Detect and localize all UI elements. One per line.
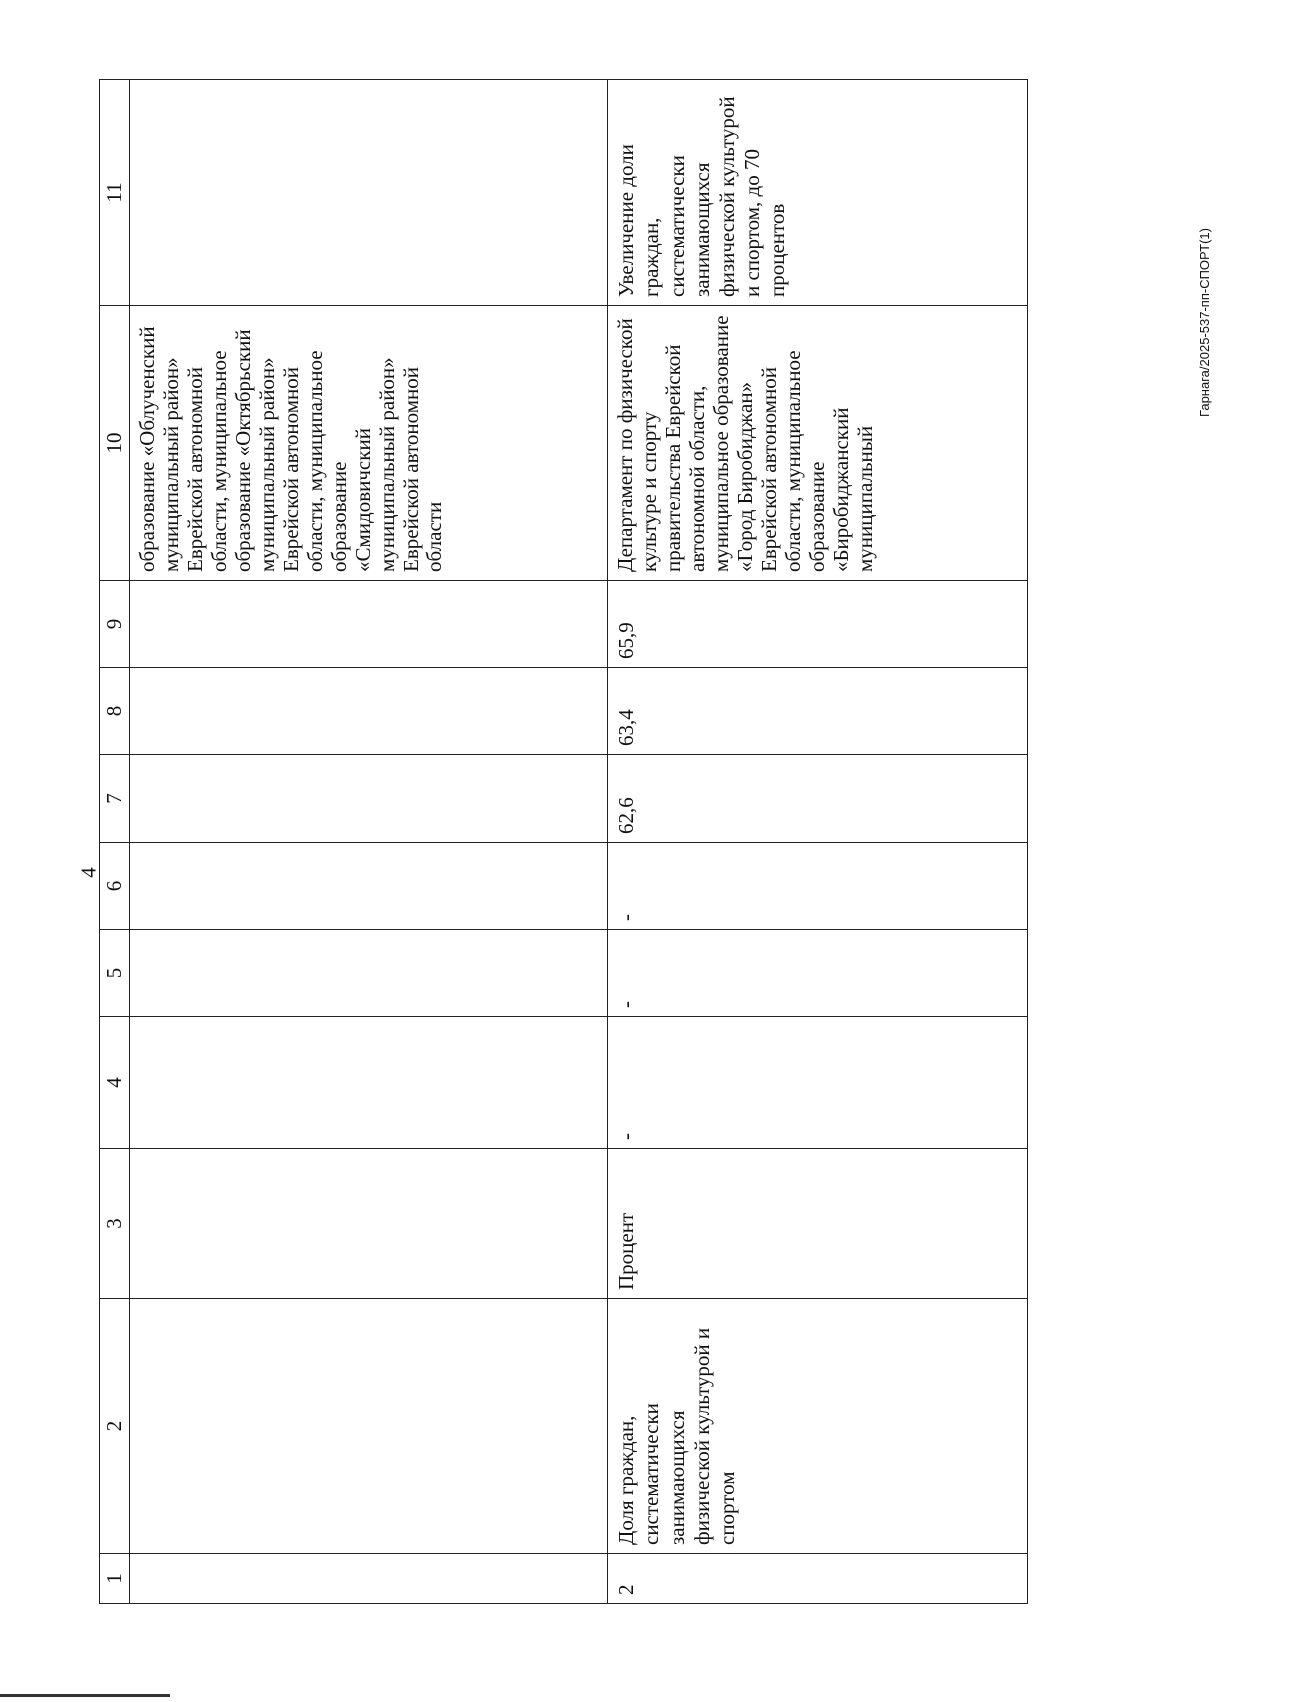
header-cell-5: 5 [100,930,130,1017]
header-cell-2: 2 [100,1299,130,1554]
cell-col8: 63,4 [608,668,1028,755]
cell-col5: - [608,930,1028,1017]
table-row [608,80,1028,1604]
table-row [130,80,608,1604]
cell-col8 [130,668,608,755]
cell-result: Увеличение доли граждан, систематически занимающихся физической культурой и спортом, до 70 процентов [608,80,1028,306]
header-cell-3: 3 [100,1149,130,1299]
header-cell-4: 4 [100,1017,130,1149]
header-cell-10: 10 [100,306,130,581]
document-id-label [1110,228,1212,417]
cell-indicator: Доля граждан, систематически занимающихся физической культурой и спортом [608,1299,1028,1554]
cell-responsible: образование «Облученский муниципальный район» Еврейской автономной области, муниципальное образование «Октябрьский муниципальный район» Еврейской автономной области, муниципальное образование «Смидовичский муниципальный район» Еврейской автономной области [130,306,608,581]
header-cell-6: 6 [100,843,130,930]
page-number: 4 [76,867,101,878]
cell-col7: 62,6 [608,755,1028,843]
cell-col6: - [608,843,1028,930]
cell-col6 [130,843,608,930]
cell-responsible: Департамент по физической культуре и спорту правительства Еврейской автономной области, муниципальное образование «Город Биробиджан» Еврейской автономной области, муниципальное образование «Биробиджанский муниципальный [608,306,1028,581]
header-cell-11: 11 [100,80,130,306]
cell-result [130,80,608,306]
cell-col7 [130,755,608,843]
cell-col9: 65,9 [608,581,1028,668]
cell-number: 2 [608,1554,1028,1604]
indicators-table [99,79,1028,1604]
cell-indicator [130,1299,608,1554]
header-cell-1: 1 [100,1554,130,1604]
cell-col4 [130,1017,608,1149]
cell-unit: Процент [608,1149,1028,1299]
header-cell-8: 8 [100,668,130,755]
table-container [99,80,1027,1604]
header-cell-7: 7 [100,755,130,843]
header-cell-9: 9 [100,581,130,668]
cell-col9 [130,581,608,668]
cell-number [130,1554,608,1604]
cell-col4: - [608,1017,1028,1149]
cell-col5 [130,930,608,1017]
bottom-scan-line [0,1694,170,1697]
cell-unit [130,1149,608,1299]
document-id-text: Гарнага/2025-537-пп-СПОРТ(1) [1196,228,1212,417]
header-row [100,80,130,1604]
